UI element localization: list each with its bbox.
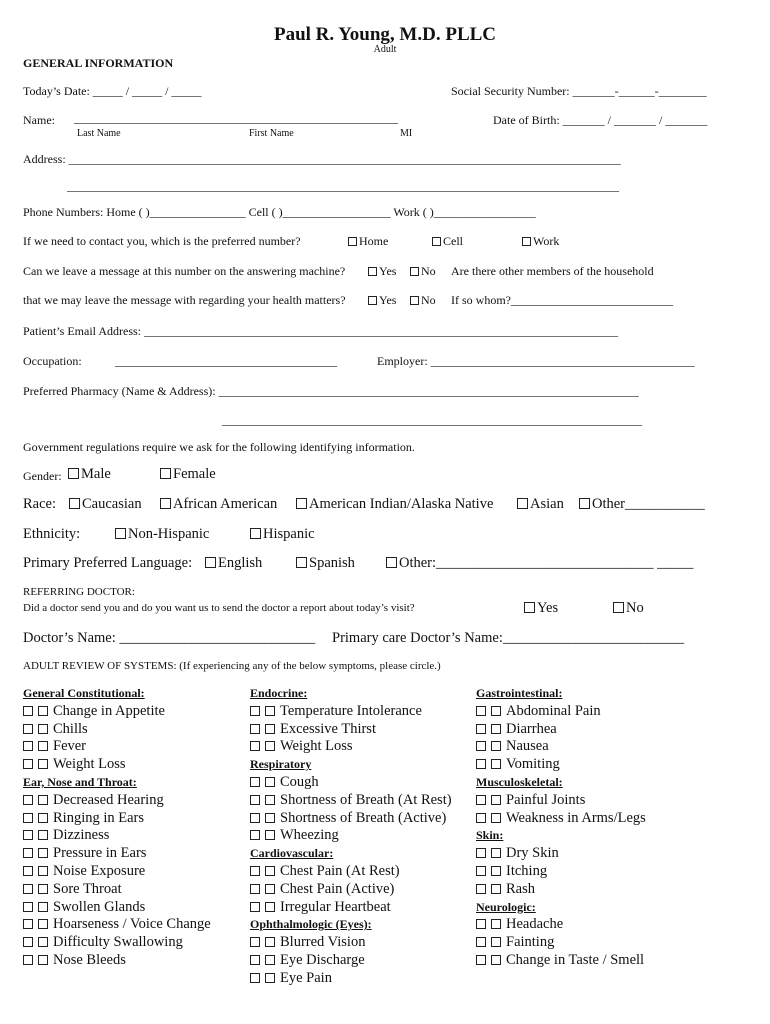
ros-symptom-item[interactable] [250,863,452,881]
ros-section-heading: Gastrointestinal: [476,686,563,700]
checkbox-icon[interactable] [265,902,275,912]
occupation-label: Occupation: [23,354,82,368]
ros-symptom-item[interactable] [23,881,211,899]
gender-female-option[interactable]: Female [160,466,216,483]
ros-symptom-label: Weight Loss [53,756,126,773]
ros-symptom-label: Vomiting [506,756,560,773]
checkbox-icon[interactable] [491,919,501,929]
phone-numbers-field[interactable]: Phone Numbers: Home ( )________________ Cell ( )__________________ Work ( )_________________ [23,205,536,219]
checkbox-icon[interactable] [348,237,357,246]
checkbox-icon[interactable] [265,813,275,823]
household-question: Are there other members of the household [451,264,654,278]
ros-symptom-label: Eye Pain [280,969,332,986]
race-asian-option[interactable]: Asian [517,496,564,513]
checkbox-icon[interactable] [265,706,275,716]
checkbox-icon[interactable] [23,813,33,823]
ros-symptom-item[interactable] [23,738,211,756]
checkbox-icon[interactable] [476,795,486,805]
ros-heading: ADULT REVIEW OF SYSTEMS: (If experiencing any of the below symptoms, please circle.) [23,660,441,672]
checkbox-icon[interactable] [250,937,260,947]
checkbox-icon[interactable] [250,795,260,805]
checkbox-icon[interactable] [296,498,307,509]
ros-symptom-label: Sore Throat [53,880,122,897]
referring-yes-option[interactable]: Yes [524,600,558,617]
ros-section-heading: Ophthalmologic (Eyes): [250,917,372,932]
checkbox-icon[interactable] [250,777,260,787]
checkbox-icon[interactable] [265,973,275,983]
doctors-name-field[interactable]: Doctor’s Name: ___________________________ [23,630,316,646]
ros-symptom-label: Itching [506,862,548,879]
ros-symptom-label: Chest Pain (At Rest) [280,862,400,879]
checkbox-icon[interactable] [265,866,275,876]
ros-symptom-label: Temperature Intolerance [280,702,422,719]
ros-symptom-label: Difficulty Swallowing [53,934,183,951]
gender-male-option[interactable]: Male [68,466,111,483]
ros-symptom-label: Change in Taste / Smell [506,951,645,968]
referring-question: Did a doctor send you and do you want us to send the doctor a report about today’s visit? [23,602,415,614]
dob-field[interactable]: Date of Birth: _______ / _______ / _______ [493,113,708,127]
leave-yes-option[interactable]: Yes [368,293,396,308]
checkbox-icon[interactable] [524,602,535,613]
checkbox-icon[interactable] [23,884,33,894]
checkbox-icon[interactable] [160,498,171,509]
ros-symptom-item[interactable] [250,899,452,917]
ros-symptom-label: Noise Exposure [53,862,146,879]
ros-symptom-item[interactable] [476,721,646,739]
email-field[interactable]: Patient’s Email Address: _______________________________________________________________________________ [23,324,618,338]
checkbox-icon[interactable] [265,830,275,840]
ros-symptom-item[interactable] [476,845,646,863]
checkbox-icon[interactable] [38,741,48,751]
language-english-option[interactable]: English [205,555,262,572]
checkbox-icon[interactable] [250,830,260,840]
ros-symptom-item[interactable] [250,703,452,721]
ros-symptom-item[interactable] [250,810,452,828]
checkbox-icon[interactable] [23,848,33,858]
ros-symptom-label: Cough [280,773,319,790]
checkbox-icon[interactable] [296,557,307,568]
occupation-field[interactable]: _____________________________________ [115,354,337,368]
checkbox-icon[interactable] [23,955,33,965]
checkbox-icon[interactable] [38,706,48,716]
checkbox-icon[interactable] [476,759,486,769]
checkbox-icon[interactable] [23,706,33,716]
checkbox-icon[interactable] [23,759,33,769]
ros-symptom-item[interactable] [476,881,646,899]
ros-symptom-label: Change in Appetite [53,702,165,719]
checkbox-icon[interactable] [368,296,377,305]
ros-symptom-item[interactable] [250,721,452,739]
checkbox-icon[interactable] [250,706,260,716]
ros-symptom-label: Pressure in Ears [53,845,147,862]
ros-symptom-label: Headache [506,916,564,933]
message-no-option[interactable]: No [410,264,436,279]
checkbox-icon[interactable] [23,902,33,912]
ros-symptom-label: Abdominal Pain [506,702,601,719]
ros-symptom-item[interactable] [250,792,452,810]
checkbox-icon[interactable] [476,724,486,734]
leave-no-option[interactable]: No [410,293,436,308]
ros-symptom-item[interactable] [250,738,452,756]
ros-symptom-item[interactable] [476,934,646,952]
checkbox-icon[interactable] [613,602,624,613]
ros-symptom-label: Shortness of Breath (Active) [280,809,447,826]
checkbox-icon[interactable] [23,937,33,947]
referring-no-option[interactable]: No [613,600,644,617]
language-other-option[interactable]: Other:______________________________ _____ [386,555,693,572]
primary-care-field[interactable]: Primary care Doctor’s Name:_________________________ [332,630,685,646]
page-title: Paul R. Young, M.D. PLLC [273,24,497,45]
ros-symptom-label: Shortness of Breath (At Rest) [280,791,452,808]
ros-symptom-item[interactable] [23,952,211,970]
ros-section-heading: Skin: [476,828,504,843]
checkbox-icon[interactable] [476,884,486,894]
leave-message-question: that we may leave the message with regarding your health matters? [23,293,346,307]
mi-caption: MI [400,128,413,139]
checkbox-icon[interactable] [491,884,501,894]
checkbox-icon[interactable] [38,830,48,840]
contact-question: If we need to contact you, which is the preferred number? [23,234,301,248]
ros-section-heading: Cardiovascular: [250,846,334,861]
checkbox-icon[interactable] [38,919,48,929]
ros-symptom-label: Ringing in Ears [53,809,145,826]
ros-symptom-label: Fainting [506,934,555,951]
race-african-american-option[interactable]: African American [160,496,277,513]
contact-cell-option[interactable]: Cell [432,234,463,249]
ros-symptom-item[interactable] [23,721,211,739]
checkbox-icon[interactable] [476,955,486,965]
ros-symptom-label: Nausea [506,738,549,755]
checkbox-icon[interactable] [491,866,501,876]
ros-symptom-label: Irregular Heartbeat [280,898,391,915]
ros-symptom-item[interactable] [23,863,211,881]
ros-symptom-label: Dizziness [53,827,110,844]
government-note: Government regulations require we ask for the following identifying information. [23,440,415,454]
checkbox-icon[interactable] [23,830,33,840]
checkbox-icon[interactable] [160,468,171,479]
checkbox-icon[interactable] [265,795,275,805]
employer-field[interactable]: Employer: ____________________________________________ [377,354,695,368]
ros-column-3 [476,685,646,970]
checkbox-icon[interactable] [205,557,216,568]
race-other-option[interactable]: Other___________ [579,496,705,513]
checkbox-icon[interactable] [250,724,260,734]
checkbox-icon[interactable] [517,498,528,509]
checkbox-icon[interactable] [432,237,441,246]
last-name-caption: Last Name [77,128,121,139]
ros-symptom-item[interactable] [23,845,211,863]
ssn-field[interactable]: Social Security Number: _______-______-________ [451,84,707,98]
message-question: Can we leave a message at this number on the answering machine? [23,264,346,278]
pharmacy-field-line2[interactable]: ______________________________________________________________________ [222,413,642,427]
ros-symptom-label: Dry Skin [506,845,559,862]
ros-symptom-label: Chills [53,720,88,737]
ros-symptom-label: Painful Joints [506,791,586,808]
checkbox-icon[interactable] [69,498,80,509]
checkbox-icon[interactable] [491,741,501,751]
ros-symptom-item[interactable] [250,952,452,970]
checkbox-icon[interactable] [23,724,33,734]
checkbox-icon[interactable] [368,267,377,276]
ros-symptom-item[interactable] [476,756,646,774]
ros-symptom-label: Wheezing [280,827,339,844]
checkbox-icon[interactable] [491,706,501,716]
checkbox-icon[interactable] [491,795,501,805]
language-spanish-option[interactable]: Spanish [296,555,355,572]
ros-symptom-item[interactable] [476,703,646,721]
ros-section-heading: Neurologic: [476,899,536,914]
checkbox-icon[interactable] [410,267,419,276]
ros-section-heading: Respiratory [250,757,312,772]
ros-column-2 [250,685,452,988]
ros-symptom-item[interactable] [23,916,211,934]
checkbox-icon[interactable] [476,741,486,751]
checkbox-icon[interactable] [491,813,501,823]
checkbox-icon[interactable] [23,741,33,751]
ros-symptom-item[interactable] [476,810,646,828]
checkbox-icon[interactable] [410,296,419,305]
ros-symptom-label: Eye Discharge [280,951,365,968]
checkbox-icon[interactable] [476,706,486,716]
race-caucasian-option[interactable]: Caucasian [69,496,142,513]
checkbox-icon[interactable] [386,557,397,568]
checkbox-icon[interactable] [115,528,126,539]
ethnicity-non-hispanic-option[interactable]: Non-Hispanic [115,526,209,543]
ros-symptom-label: Nose Bleeds [53,951,126,968]
checkbox-icon[interactable] [265,955,275,965]
section-heading-general: GENERAL INFORMATION [23,56,174,70]
ros-symptom-item[interactable] [23,827,211,845]
ros-symptom-item[interactable] [250,970,452,988]
checkbox-icon[interactable] [250,973,260,983]
first-name-caption: First Name [249,128,294,139]
name-label: Name: [23,113,55,127]
checkbox-icon[interactable] [491,848,501,858]
checkbox-icon[interactable] [250,955,260,965]
contact-work-option[interactable]: Work [522,234,559,249]
checkbox-icon[interactable] [38,813,48,823]
checkbox-icon[interactable] [476,937,486,947]
ros-symptom-label: Chest Pain (Active) [280,880,395,897]
checkbox-icon[interactable] [38,866,48,876]
race-american-indian-option[interactable]: American Indian/Alaska Native [296,496,493,513]
checkbox-icon[interactable] [522,237,531,246]
ros-symptom-item[interactable] [476,916,646,934]
if-so-whom-field[interactable]: If so whom?___________________________ [451,293,673,307]
ros-symptom-item[interactable] [250,881,452,899]
checkbox-icon[interactable] [491,955,501,965]
ros-symptom-item[interactable] [23,756,211,774]
ros-section-heading: General Constitutional: [23,686,145,700]
ros-section-heading: Musculoskeletal: [476,774,563,789]
ros-section-heading: Endocrine: [250,686,308,700]
checkbox-icon[interactable] [476,848,486,858]
ros-symptom-label: Hoarseness / Voice Change [53,916,211,933]
ros-symptom-item[interactable] [476,792,646,810]
pharmacy-field[interactable]: Preferred Pharmacy (Name & Address): ______________________________________________________________________ [23,384,639,398]
ros-symptom-item[interactable] [23,810,211,828]
checkbox-icon[interactable] [491,937,501,947]
ros-symptom-item[interactable] [476,952,646,970]
checkbox-icon[interactable] [476,866,486,876]
race-label: Race: [23,496,57,512]
ros-symptom-item[interactable] [250,827,452,845]
checkbox-icon[interactable] [265,777,275,787]
checkbox-icon[interactable] [265,884,275,894]
ros-symptom-label: Fever [53,738,87,755]
ros-symptom-item[interactable] [250,934,452,952]
checkbox-icon[interactable] [265,724,275,734]
address-field[interactable]: Address: ____________________________________________________________________________________________ [23,152,621,166]
name-field[interactable]: ______________________________________________________ [74,111,398,125]
ros-symptom-item[interactable] [476,738,646,756]
ros-symptom-item[interactable] [23,934,211,952]
checkbox-icon[interactable] [38,937,48,947]
ros-symptom-label: Excessive Thirst [280,720,376,737]
checkbox-icon[interactable] [38,759,48,769]
checkbox-icon[interactable] [38,955,48,965]
ros-symptom-item[interactable] [476,863,646,881]
checkbox-icon[interactable] [38,848,48,858]
checkbox-icon[interactable] [250,902,260,912]
gender-label: Gender: [23,469,62,483]
checkbox-icon[interactable] [250,884,260,894]
ros-symptom-label: Diarrhea [506,720,557,737]
ros-symptom-label: Swollen Glands [53,898,146,915]
checkbox-icon[interactable] [38,902,48,912]
ethnicity-label: Ethnicity: [23,526,81,542]
checkbox-icon[interactable] [579,498,590,509]
checkbox-icon[interactable] [23,919,33,929]
checkbox-icon[interactable] [250,528,261,539]
ros-section-heading: Ear, Nose and Throat: [23,774,137,789]
checkbox-icon[interactable] [476,813,486,823]
checkbox-icon[interactable] [250,866,260,876]
language-label: Primary Preferred Language: [23,555,193,571]
address-field-line2[interactable]: ____________________________________________________________________________________________ [67,179,619,193]
todays-date-field[interactable]: Today’s Date: _____ / _____ / _____ [23,84,202,98]
checkbox-icon[interactable] [38,884,48,894]
checkbox-icon[interactable] [491,759,501,769]
checkbox-icon[interactable] [250,813,260,823]
ros-symptom-item[interactable] [23,899,211,917]
checkbox-icon[interactable] [23,866,33,876]
ros-symptom-item[interactable] [250,774,452,792]
checkbox-icon[interactable] [265,937,275,947]
ros-column-1 [23,685,211,970]
checkbox-icon[interactable] [250,741,260,751]
checkbox-icon[interactable] [23,795,33,805]
checkbox-icon[interactable] [38,724,48,734]
ros-symptom-label: Weakness in Arms/Legs [506,809,646,826]
message-yes-option[interactable]: Yes [368,264,396,279]
ros-symptom-label: Rash [506,880,535,897]
checkbox-icon[interactable] [491,724,501,734]
checkbox-icon[interactable] [38,795,48,805]
ros-symptom-item[interactable] [23,703,211,721]
ros-symptom-item[interactable] [23,792,211,810]
ros-symptom-label: Blurred Vision [280,934,366,951]
checkbox-icon[interactable] [265,741,275,751]
checkbox-icon[interactable] [476,919,486,929]
ethnicity-hispanic-option[interactable]: Hispanic [250,526,315,543]
ros-symptom-label: Weight Loss [280,738,353,755]
referring-heading: REFERRING DOCTOR: [23,586,135,598]
contact-home-option[interactable]: Home [348,234,388,249]
checkbox-icon[interactable] [68,468,79,479]
page-subtitle: Adult [373,44,397,55]
ros-symptom-label: Decreased Hearing [53,791,164,808]
